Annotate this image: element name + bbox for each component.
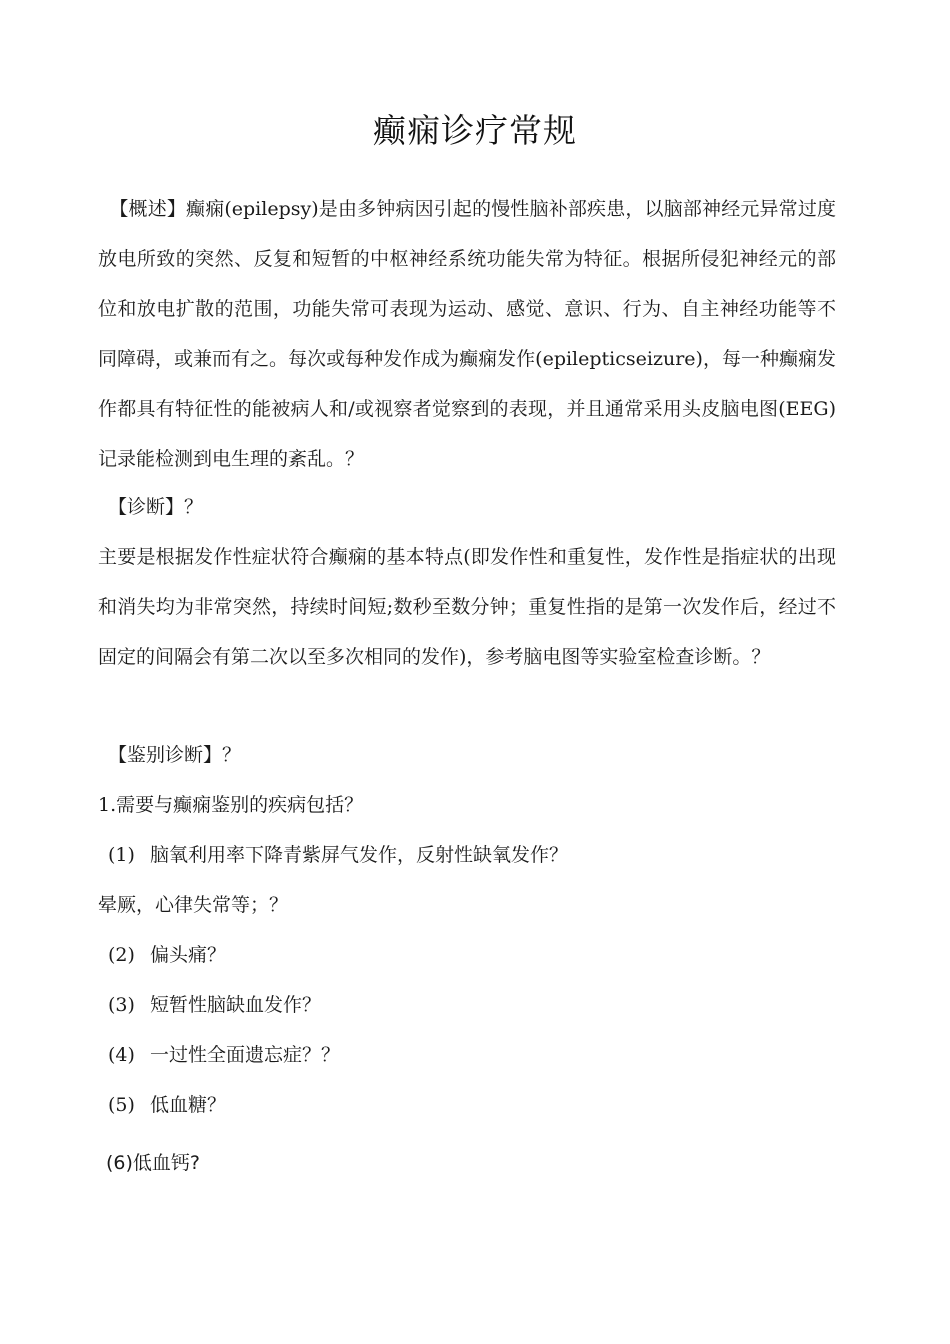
differential-intro: 1.需要与癫痫鉴别的疾病包括？	[98, 794, 364, 816]
list-item-number: (2)	[108, 944, 135, 966]
list-item-text: 低血糖？	[150, 1094, 227, 1116]
list-item-text: 一过性全面遗忘症？？	[150, 1044, 341, 1066]
list-item	[108, 830, 568, 880]
list-item-text: 脑氧利用率下降青紫屏气发作，反射性缺氧发作？	[150, 844, 569, 866]
list-item-number: (5)	[108, 1094, 135, 1116]
list-item-text: (6)低血钙?	[106, 1152, 200, 1174]
list-item-number: (3)	[108, 994, 135, 1016]
overview-paragraph: 【概述】癫痫(epilepsy)是由多钟病因引起的慢性脑补部疾患，以脑部神经元异常过度放电所致的突然、反复和短暂的中枢神经系统功能失常为特征。根据所侵犯神经元的部位和放电扩散的范围，功能失常可表现为运动、感觉、意识、行为、自主神经功能等不同障碍，或兼而有之。每次或每种发作成为癫痫发作(epilepticseizure)，每一种癫痫发作都具有特征性的能被病人和/或视察者觉察到的表现，并且通常采用头皮脑电图(EEG)记录能检测到电生理的紊乱。？	[98, 198, 836, 470]
diagnosis-heading: 【诊断】？	[108, 496, 204, 518]
list-item-number: (1)	[108, 844, 135, 866]
list-item-text: 短暂性脑缺血发作？	[150, 994, 322, 1016]
list-item-text: 偏头痛？	[150, 944, 227, 966]
list-item	[108, 1080, 226, 1130]
list-item	[106, 1138, 200, 1188]
list-item	[98, 880, 288, 930]
differential-heading: 【鉴别诊断】？	[108, 744, 242, 766]
list-item	[108, 1030, 340, 1080]
diagnosis-paragraph: 主要是根据发作性症状符合癫痫的基本特点(即发作性和重复性，发作性是指症状的出现和消失均为非常突然，持续时间短;数秒至数分钟；重复性指的是第一次发作后，经过不固定的间隔会有第二次以至多次相同的发作)，参考脑电图等实验室检查诊断。？	[98, 546, 836, 668]
list-item	[108, 980, 321, 1030]
list-item	[108, 930, 226, 980]
list-item-number: (4)	[108, 1044, 135, 1066]
page-title: 癫痫诊疗常规	[373, 111, 577, 150]
list-item-text: 晕厥，心律失常等；？	[98, 894, 289, 916]
